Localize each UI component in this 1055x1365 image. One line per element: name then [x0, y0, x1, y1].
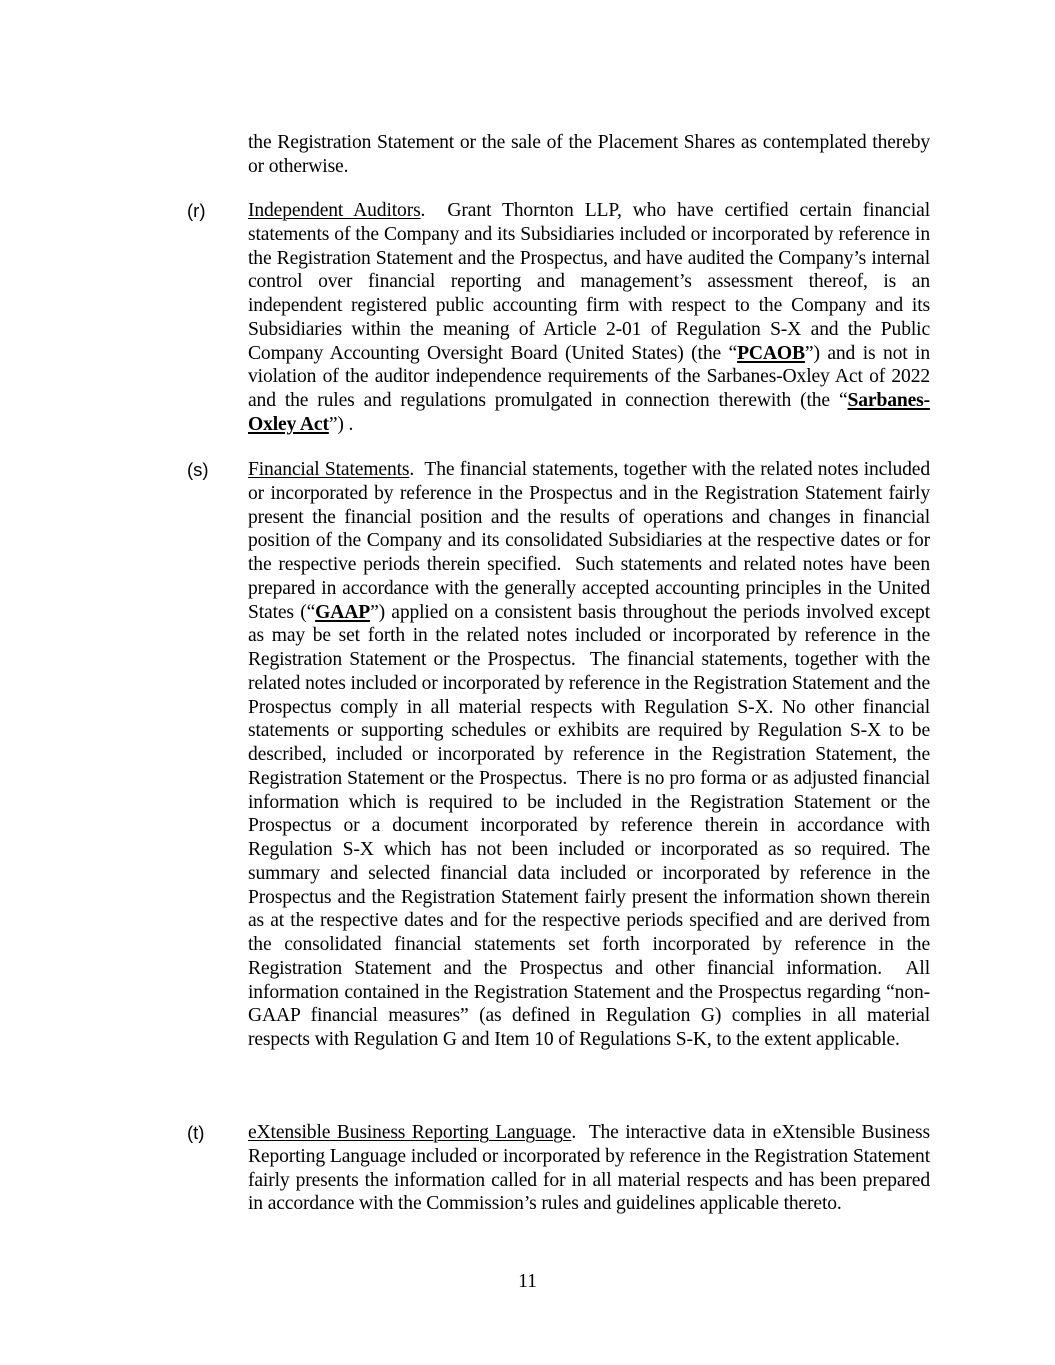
defined-term-gaap: GAAP [315, 601, 371, 623]
section-heading: eXtensible Business Reporting Language [248, 1122, 572, 1143]
page-number: 11 [518, 1271, 537, 1292]
body-text: ”) . [328, 413, 354, 435]
defined-term-pcaob: PCAOB [737, 342, 805, 364]
section-label: (t) [187, 1122, 205, 1143]
section-paragraph [248, 458, 935, 1052]
heading-suffix: . [409, 459, 415, 480]
heading-suffix: . [571, 1122, 577, 1143]
section-paragraph [248, 199, 935, 437]
continuation-paragraph: the Registration Statement or the sale of the Placement Shares as contemplated thereby or otherwise. [248, 132, 930, 177]
section-label: (r) [187, 200, 206, 221]
section-label: (s) [187, 459, 209, 480]
section-heading: Independent Auditors [248, 200, 421, 221]
defined-term-sarbanes-oxley-act: Sarbanes-Oxley Act [248, 390, 930, 435]
body-text: Grant Thornton LLP, who have certified certain financial statements of the Company and its Subsidiaries included or incorporated by reference in the Registration Statement and the Prospectus, and have audited the Company’s internal control over financial reporting and management’s assessment thereof, is an independent registered public accounting firm with respect to the Company and its Subsidiaries within the meaning of Article 2-01 of Regulation S-X and the Public Company Accounting Oversight Board (United States) (the “ [248, 200, 935, 364]
heading-suffix: . [420, 200, 426, 221]
section-heading: Financial Statements [248, 459, 410, 480]
body-text: ”) applied on a consistent basis throughout the periods involved except as may be set forth in the related notes included or incorporated by reference in the Registration Statement or the Prospectus. The financial statements, together with the related notes included or incorporated by reference in the Registration Statement and the Prospectus comply in all material respects with Regulation S-X. No other financial statements or supporting schedules or exhibits are required by Regulation S-X to be described, included or incorporated by reference in the Registration Statement, the Registration Statement or the Prospectus. There is no pro forma or as adjusted financial information which is required to be included in the Registration Statement or the Prospectus or a document incorporated by reference therein in accordance with Regulation S-X which has not been included or incorporated as so required. The summary and selected financial data included or incorporated by reference in the Prospectus and the Registration Statement fairly present the information shown therein as at the respective dates and for the respective periods specified and are derived from the consolidated financial statements set forth incorporated by reference in the Registration Statement and the Prospectus and other financial information. All information contained in the Registration Statement and the Prospectus regarding “non-GAAP financial measures” (as defined in Regulation G) complies in all material respects with Regulation G and Item 10 of Regulations S-K, to the extent applicable. [248, 601, 935, 1050]
body-text: The interactive data in eXtensible Business Reporting Language included or incorporated by reference in the Registration Statement fairly presents the information called for in all material respects and has been prepared in accordance with the Commission’s rules and guidelines applicable thereto. [248, 1122, 935, 1215]
section-paragraph [248, 1121, 935, 1216]
body-text: The financial statements, together with the related notes included or incorporated by reference in the Prospectus and in the Registration Statement fairly present the financial position and the results of operations and changes in financial position of the Company and its consolidated Subsidiaries at the respective dates or for the respective periods therein specified. Such statements and related notes have been prepared in accordance with the generally accepted accounting principles in the United States (“ [248, 459, 935, 623]
body-text: ”) and is not in violation of the auditor independence requirements of the Sarbanes-Oxley Act of 2022 and the rules and regulations promulgated in connection therewith (the “ [248, 342, 931, 411]
